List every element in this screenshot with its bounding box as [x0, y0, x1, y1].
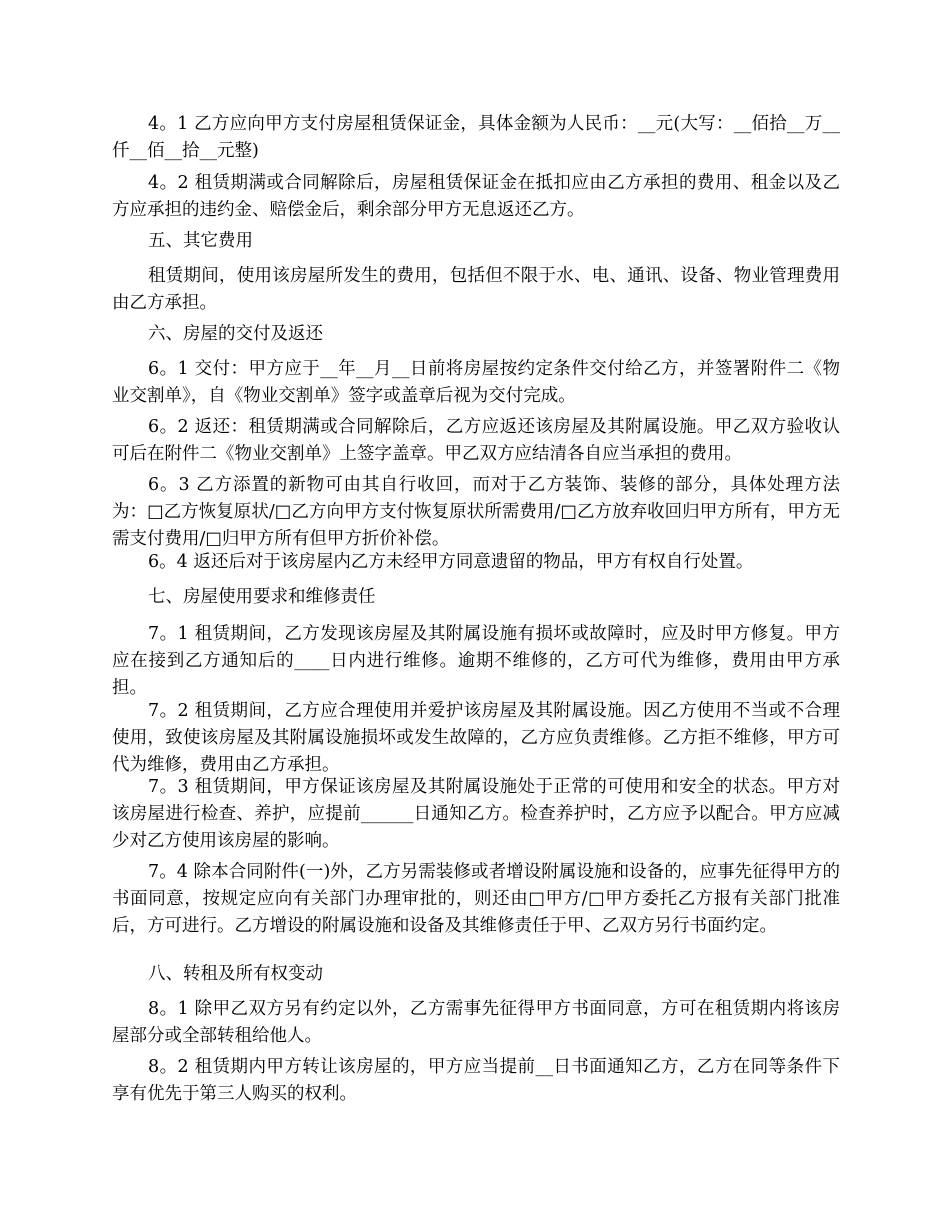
paragraph-8-1: 8。1 除甲乙双方另有约定以外，乙方需事先征得甲方书面同意，方可在租赁期内将该房屋部分或全部转租给他人。 [112, 999, 840, 1046]
section-heading-8: 八、转租及所有权变动 [148, 964, 323, 984]
section-heading-5: 五、其它费用 [148, 231, 253, 251]
paragraph-7-2: 7。2 租赁期间，乙方应合理使用并爱护该房屋及其附属设施。因乙方使用不当或不合理使用，致使该房屋及其附属设施损坏或发生故障的，乙方应负责维修。乙方拒不维修，甲方可代为维修，费用由乙方承担。 [112, 701, 840, 775]
section-heading-6: 六、房屋的交付及返还 [148, 324, 323, 344]
section-heading-7: 七、房屋使用要求和维修责任 [148, 587, 376, 607]
paragraph-6-3: 6。3 乙方添置的新物可由其自行收回，而对于乙方装饰、装修的部分，具体处理方法为：□乙方恢复原状/□乙方向甲方支付恢复原状所需费用/□乙方放弃收回归甲方所有，甲方无需支付费用/□归甲方所有但甲方折价补偿。 [112, 475, 840, 549]
paragraph-7-3: 7。3 租赁期间，甲方保证该房屋及其附属设施处于正常的可使用和安全的状态。甲方对该房屋进行检查、养护，应提前______日通知乙方。检查养护时，乙方应予以配合。甲方应减少对乙方使用该房屋的影响。 [112, 777, 840, 851]
paragraph-4-2: 4。2 租赁期满或合同解除后，房屋租赁保证金在抵扣应由乙方承担的费用、租金以及乙方应承担的违约金、赔偿金后，剩余部分甲方无息返还乙方。 [112, 173, 840, 220]
paragraph-7-1: 7。1 租赁期间，乙方发现该房屋及其附属设施有损坏或故障时，应及时甲方修复。甲方应在接到乙方通知后的____日内进行维修。逾期不维修的，乙方可代为维修，费用由甲方承担。 [112, 624, 840, 698]
paragraph-4-1: 4。1 乙方应向甲方支付房屋租赁保证金，具体金额为人民币：__元(大写：__佰拾__万__仟__佰__拾__元整) [112, 114, 840, 161]
paragraph-6-4: 6。4 返还后对于该房屋内乙方未经甲方同意遗留的物品，甲方有权自行处置。 [148, 552, 754, 572]
paragraph-8-2: 8。2 租赁期内甲方转让该房屋的，甲方应当提前__日书面通知乙方，乙方在同等条件下享有优先于第三人购买的权利。 [112, 1057, 840, 1104]
paragraph-6-1: 6。1 交付：甲方应于__年__月__日前将房屋按约定条件交付给乙方，并签署附件二《物业交割单》，自《物业交割单》签字或盖章后视为交付完成。 [112, 359, 840, 406]
paragraph-5-body: 租赁期间，使用该房屋所发生的费用，包括但不限于水、电、通讯、设备、物业管理费用由乙方承担。 [112, 266, 840, 313]
paragraph-6-2: 6。2 返还：租赁期满或合同解除后，乙方应返还该房屋及其附属设施。甲乙双方验收认可后在附件二《物业交割单》上签字盖章。甲乙双方应结清各自应当承担的费用。 [112, 417, 840, 464]
paragraph-7-4: 7。4 除本合同附件(一)外，乙方另需装修或者增设附属设施和设备的，应事先征得甲方的书面同意，按规定应向有关部门办理审批的，则还由□甲方/□甲方委托乙方报有关部门批准后，方可进行。乙方增设的附属设施和设备及其维修责任于甲、乙双方另行书面约定。 [112, 862, 840, 936]
